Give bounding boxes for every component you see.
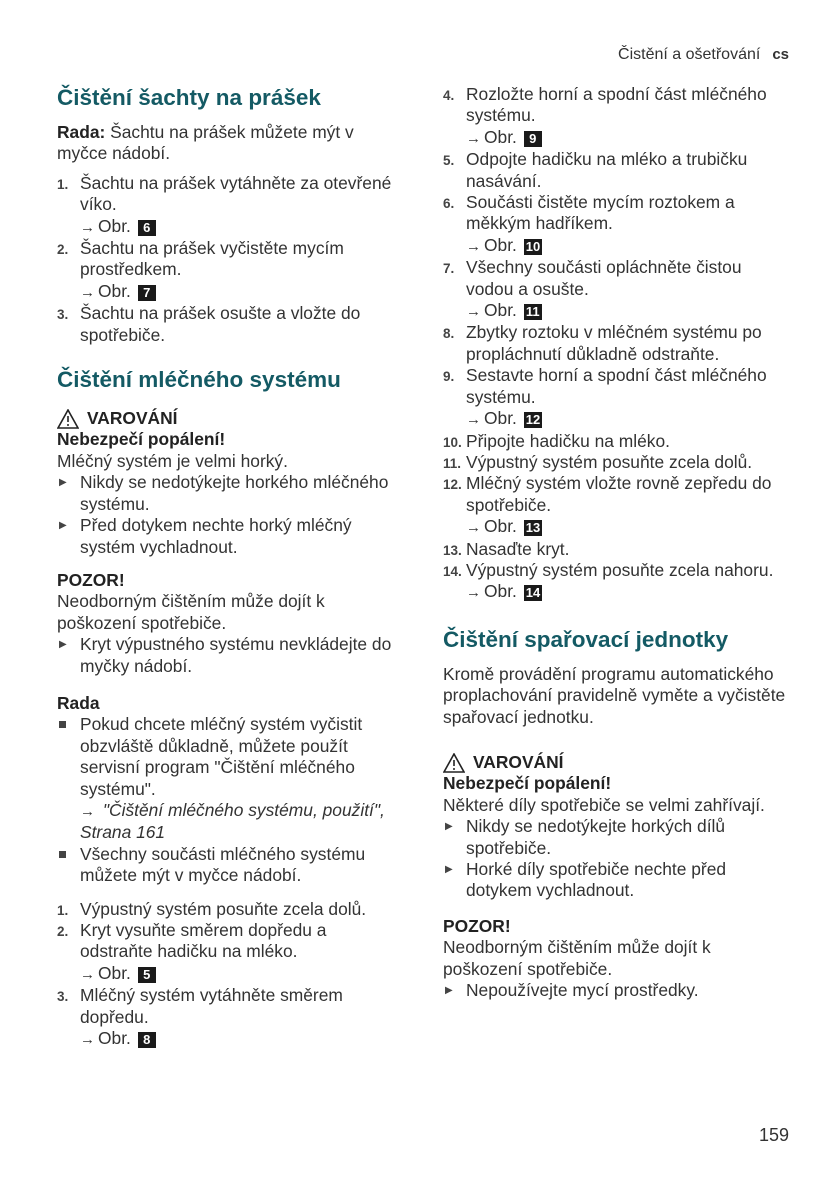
figure-ref bbox=[466, 300, 788, 322]
warning-triangle-icon bbox=[57, 409, 79, 429]
left-column bbox=[57, 84, 402, 1056]
list-item bbox=[57, 515, 402, 558]
figure-ref-label: Obr. bbox=[484, 516, 517, 537]
figure-ref bbox=[466, 235, 788, 257]
figure-ref bbox=[80, 1028, 402, 1050]
step-number: 4. bbox=[443, 88, 455, 103]
heading-powder-shaft: Čištění šachty na prášek bbox=[57, 85, 321, 110]
figure-badge: 7 bbox=[138, 285, 156, 301]
step-number: 14. bbox=[443, 563, 462, 579]
step-number: 13. bbox=[443, 542, 462, 558]
list-item bbox=[57, 238, 402, 303]
tip-paragraph bbox=[57, 122, 402, 165]
caution-title: POZOR! bbox=[57, 569, 125, 590]
bullet-triangle-icon: ▶ bbox=[59, 477, 67, 489]
arrow-right-icon: → bbox=[466, 303, 481, 321]
step-number: 11. bbox=[443, 455, 462, 471]
tip-title: Rada bbox=[57, 692, 100, 713]
figure-ref bbox=[466, 581, 788, 603]
step-number: 5. bbox=[443, 153, 455, 169]
figure-ref-label: Obr. bbox=[484, 408, 517, 429]
step-number: 3. bbox=[57, 989, 69, 1005]
bullet-triangle-icon: ▶ bbox=[59, 639, 67, 651]
step-text: Zbytky roztoku v mléčném systému po propláchnutí důkladně odstraňte. bbox=[466, 322, 762, 364]
arrow-right-icon: → bbox=[80, 218, 95, 236]
heading-milk-system: Čištění mléčného systému bbox=[57, 367, 341, 393]
bullet-text: Před dotykem nechte horký mléčný systém vychladnout. bbox=[80, 515, 352, 557]
figure-badge: 5 bbox=[138, 967, 156, 983]
step-text: Výpustný systém posuňte zcela dolů. bbox=[80, 898, 367, 919]
list-item bbox=[57, 472, 402, 515]
arrow-right-icon: → bbox=[466, 584, 481, 602]
figure-badge: 6 bbox=[138, 220, 156, 236]
header-lang: cs bbox=[772, 46, 789, 63]
warning-label: VAROVÁNÍ bbox=[473, 751, 564, 772]
bullet-triangle-icon: ▶ bbox=[445, 864, 453, 875]
list-item bbox=[57, 303, 402, 346]
arrow-right-icon: → bbox=[80, 1031, 95, 1049]
header-section: Čistění a ošetřování bbox=[618, 46, 761, 63]
step-text: Šachtu na prášek vytáhněte za otevřené víko. bbox=[80, 172, 392, 215]
figure-ref-label: Obr. bbox=[98, 215, 131, 236]
bullet-triangle-icon: ▶ bbox=[59, 520, 67, 532]
figure-ref bbox=[466, 408, 788, 430]
list-item bbox=[443, 539, 788, 560]
caution-text: Neodborným čištěním může dojít k poškození spotřebiče. bbox=[57, 591, 325, 633]
bullet-triangle-icon: ▶ bbox=[445, 985, 453, 997]
page-number: 159 bbox=[758, 1125, 789, 1145]
caution-title: POZOR! bbox=[443, 915, 511, 936]
step-text: Mléčný systém vložte rovně zepředu do spotřebiče. bbox=[466, 473, 772, 515]
intro-paragraph: Kromě provádění programu automatického proplachování pravidelně vyměte a vyčistěte spařovací jednotku. bbox=[443, 663, 786, 727]
step-number: 1. bbox=[57, 176, 69, 192]
step-text: Výpustný systém posuňte zcela dolů. bbox=[466, 451, 753, 472]
step-text: Odpojte hadičku na mléko a trubičku nasávání. bbox=[466, 149, 748, 191]
list-item bbox=[443, 431, 788, 452]
warning-text: Mléčný systém je velmi horký. bbox=[57, 450, 288, 471]
step-number: 7. bbox=[443, 261, 455, 277]
tip-label: Rada: bbox=[57, 122, 106, 142]
step-text: Mléčný systém vytáhněte směrem dopředu. bbox=[80, 985, 343, 1027]
bullet-text: Kryt výpustného systému nevkládejte do myčky nádobí. bbox=[80, 634, 392, 676]
cross-reference bbox=[80, 800, 402, 844]
warning-title bbox=[443, 752, 788, 773]
step-number: 6. bbox=[443, 196, 455, 212]
list-item bbox=[443, 473, 788, 538]
step-number: 1. bbox=[57, 902, 69, 918]
cross-reference-text: "Čištění mléčného systému, použití", Strana 161 bbox=[80, 799, 385, 843]
warning-triangle-icon bbox=[443, 753, 465, 773]
figure-badge: 8 bbox=[138, 1032, 156, 1048]
caution-text: Neodborným čištěním může dojít k poškození spotřebiče. bbox=[443, 937, 711, 979]
tip-text: Pokud chcete mléčný systém vyčistit obzvláště důkladně, můžete použít servisní program "Čištění mléčného systému". bbox=[80, 714, 363, 799]
figure-ref-label: Obr. bbox=[98, 1028, 131, 1049]
figure-ref-label: Obr. bbox=[484, 581, 517, 602]
bullet-text: Horké díly spotřebiče nechte před dotykem vychladnout. bbox=[466, 859, 727, 901]
milk-steps-continued bbox=[443, 84, 788, 604]
list-item bbox=[443, 816, 788, 859]
warning-text: Některé díly spotřebiče se velmi zahřívají. bbox=[443, 794, 765, 815]
figure-badge: 11 bbox=[524, 304, 542, 320]
caution-bullets bbox=[57, 634, 402, 677]
powder-steps bbox=[57, 173, 402, 346]
caution-bullets bbox=[443, 980, 788, 1001]
list-item bbox=[443, 452, 788, 473]
arrow-right-icon: → bbox=[466, 237, 481, 255]
figure-ref-label: Obr. bbox=[484, 234, 517, 255]
step-text: Součásti čistěte mycím roztokem a měkkým hadříkem. bbox=[466, 192, 735, 234]
step-number: 2. bbox=[57, 242, 69, 258]
figure-ref-label: Obr. bbox=[484, 126, 517, 147]
figure-badge: 9 bbox=[524, 131, 542, 147]
figure-ref bbox=[80, 281, 402, 303]
tip-text: Všechny součásti mléčného systému můžete mýt v myčce nádobí. bbox=[80, 843, 366, 886]
figure-badge: 13 bbox=[525, 520, 541, 536]
figure-ref-label: Obr. bbox=[98, 962, 131, 983]
arrow-right-icon: → bbox=[80, 802, 95, 820]
figure-ref bbox=[80, 963, 402, 985]
bullet-square-icon bbox=[59, 721, 66, 728]
list-item bbox=[57, 920, 402, 985]
step-text: Všechny součásti opláchněte čistou vodou a osušte. bbox=[466, 257, 742, 299]
warning-label: VAROVÁNÍ bbox=[87, 408, 178, 429]
arrow-right-icon: → bbox=[466, 411, 481, 429]
list-item bbox=[57, 714, 402, 843]
figure-ref bbox=[466, 127, 788, 149]
figure-badge: 10 bbox=[525, 238, 541, 254]
step-number: 9. bbox=[443, 369, 455, 385]
list-item bbox=[57, 899, 402, 920]
figure-badge: 14 bbox=[525, 585, 541, 601]
figure-ref bbox=[80, 216, 402, 238]
warning-bullets bbox=[57, 472, 402, 558]
step-text: Šachtu na prášek osušte a vložte do spotřebiče. bbox=[80, 303, 361, 345]
step-number: 10. bbox=[443, 434, 462, 450]
step-text: Šachtu na prášek vyčistěte mycím prostředkem. bbox=[80, 238, 344, 280]
arrow-right-icon: → bbox=[80, 283, 95, 301]
bullet-triangle-icon: ▶ bbox=[445, 821, 453, 833]
page-header bbox=[618, 46, 789, 64]
figure-ref bbox=[466, 516, 788, 538]
figure-ref-label: Obr. bbox=[484, 300, 517, 321]
list-item bbox=[443, 192, 788, 257]
list-item bbox=[443, 560, 788, 604]
list-item bbox=[443, 365, 788, 430]
step-number: 2. bbox=[57, 924, 69, 939]
warning-bullets bbox=[443, 816, 788, 902]
list-item bbox=[57, 173, 402, 238]
list-item bbox=[443, 257, 788, 322]
tip-list bbox=[57, 714, 402, 886]
list-item bbox=[443, 322, 788, 365]
figure-ref-label: Obr. bbox=[98, 280, 131, 301]
right-column bbox=[443, 84, 788, 1007]
list-item bbox=[57, 844, 402, 887]
milk-steps bbox=[57, 899, 402, 1051]
arrow-right-icon: → bbox=[80, 965, 95, 983]
list-item bbox=[443, 149, 788, 192]
step-number: 3. bbox=[57, 307, 69, 323]
bullet-text: Nikdy se nedotýkejte horkého mléčného systému. bbox=[80, 472, 389, 514]
step-text: Rozložte horní a spodní část mléčného systému. bbox=[466, 84, 767, 126]
arrow-right-icon: → bbox=[466, 129, 481, 147]
step-text: Nasaďte kryt. bbox=[466, 538, 570, 559]
step-number: 12. bbox=[443, 477, 462, 493]
step-text: Připojte hadičku na mléko. bbox=[466, 430, 670, 451]
list-item bbox=[57, 985, 402, 1050]
bullet-square-icon bbox=[59, 851, 66, 858]
step-text: Výpustný systém posuňte zcela nahoru. bbox=[466, 559, 774, 580]
hazard-label: Nebezpečí popálení! bbox=[443, 773, 612, 794]
figure-badge: 12 bbox=[525, 412, 541, 428]
list-item bbox=[57, 634, 402, 677]
warning-title bbox=[57, 408, 402, 429]
step-number: 8. bbox=[443, 326, 455, 342]
bullet-text: Nepoužívejte mycí prostředky. bbox=[466, 980, 699, 1001]
arrow-right-icon: → bbox=[466, 519, 481, 537]
list-item bbox=[443, 84, 788, 149]
list-item bbox=[443, 859, 788, 902]
step-text: Kryt vysuňte směrem dopředu a odstraňte hadičku na mléko. bbox=[80, 920, 327, 962]
list-item bbox=[443, 980, 788, 1001]
tip-text: Šachtu na prášek můžete mýt v myčce nádobí. bbox=[57, 122, 354, 164]
step-text: Sestavte horní a spodní část mléčného systému. bbox=[466, 365, 767, 407]
hazard-label: Nebezpečí popálení! bbox=[57, 429, 226, 450]
heading-brewing-unit: Čištění spařovací jednotky bbox=[443, 626, 729, 652]
bullet-text: Nikdy se nedotýkejte horkých dílů spotřebiče. bbox=[466, 816, 726, 858]
